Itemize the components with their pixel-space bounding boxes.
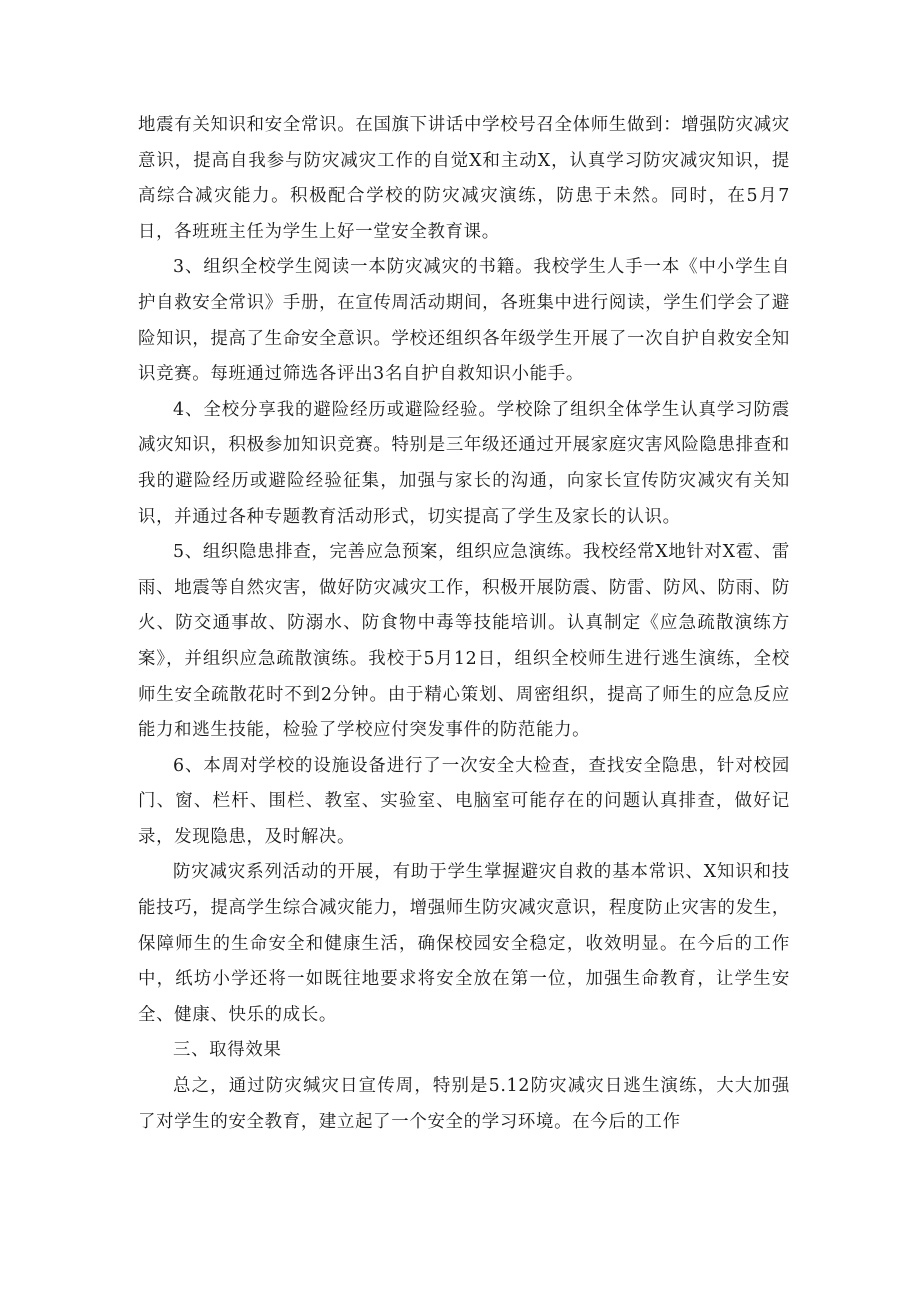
paragraph-item-3: 3、组织全校学生阅读一本防灾减灾的书籍。我校学生人手一本《中小学生自护自救安全常识》手册，在宣传周活动期间，各班集中进行阅读，学生们学会了避险知识，提高了生命安全意识。学校还组织各年级学生开展了一次自护自救安全知识竞赛。每班通过筛选各评出3名自护自救知识小能手。 (138, 257, 790, 385)
paragraph-continuation: 地震有关知识和安全常识。在国旗下讲话中学校号召全体师生做到：增强防灾减灾意识，提高自我参与防灾减灾工作的自觉X和主动X，认真学习防灾减灾知识，提高综合减灾能力。积极配合学校的防灾减灾演练，防患于未然。同时，在5月7日，各班班主任为学生上好一堂安全教育课。 (138, 115, 790, 242)
paragraph-summary: 防灾减灾系列活动的开展，有助于学生掌握避灾自救的基本常识、X知识和技能技巧，提高学生综合减灾能力，增强师生防灾减灾意识，程度防止灾害的发生，保障师生的生命安全和健康生活，确保校园安全稳定，收效明显。在今后的工作中，纸坊小学还将一如既往地要求将安全放在第一位，加强生命教育，让学生安全、健康、快乐的成长。 (138, 862, 790, 1025)
paragraph-item-6: 6、本周对学校的设施设备进行了一次安全大检查，查找安全隐患，针对校园门、窗、栏杆、围栏、教室、实验室、电脑室可能存在的问题认真排查，做好记录，发现隐患，及时解决。 (138, 755, 790, 847)
document-page (138, 108, 790, 1140)
paragraph-item-4: 4、全校分享我的避险经历或避险经验。学校除了组织全体学生认真学习防震减灾知识，积极参加知识竞赛。特别是三年级还通过开展家庭灾害风险隐患排查和我的避险经历或避险经验征集，加强与家长的沟通，向家长宣传防灾减灾有关知识，并通过各种专题教育活动形式，切实提高了学生及家长的认识。 (138, 399, 790, 527)
paragraph-conclusion: 总之，通过防灾缄灾日宣传周，特别是5.12防灾减灾日逃生演练，大大加强了对学生的安全教育，建立起了一个安全的学习环境。在今后的工作 (138, 1076, 790, 1132)
paragraph-item-5: 5、组织隐患排查，完善应急预案，组织应急演练。我校经常X地针对X雹、雷雨、地震等自然灾害，做好防灾减灾工作，积极开展防震、防雷、防风、防雨、防火、防交通事故、防溺水、防食物中毒等技能培训。认真制定《应急疏散演练方案》，并组织应急疏散演练。我校于5月12日，组织全校师生进行逃生演练，全校师生安全疏散花时不到2分钟。由于精心策划、周密组织，提高了师生的应急反应能力和逃生技能，检验了学校应付突发事件的防范能力。 (138, 542, 790, 741)
section-heading: 三、取得效果 (173, 1040, 282, 1061)
